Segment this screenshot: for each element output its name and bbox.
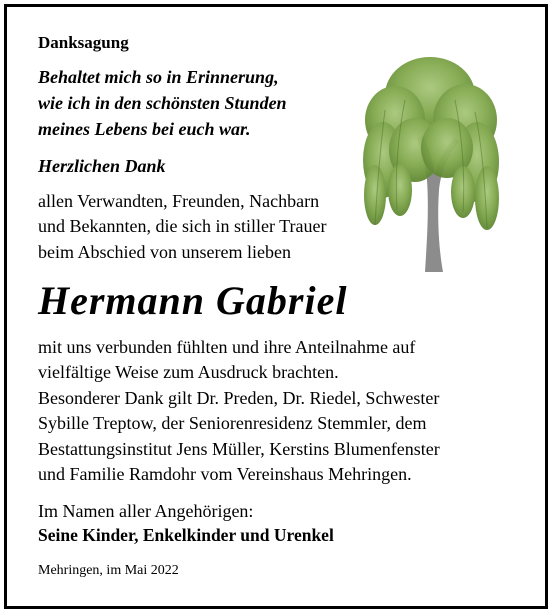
notice-heading: Danksagung <box>38 33 129 52</box>
place-date: Mehringen, im Mai 2022 <box>38 563 179 578</box>
thanks-heading: Herzlichen Dank <box>38 156 166 176</box>
weeping-willow-icon <box>355 50 505 280</box>
signature: Seine Kinder, Enkelkinder und Urenkel <box>38 525 334 545</box>
body-line: vielfältige Weise zum Ausdruck brachten. <box>38 362 339 382</box>
body-line: Bestattungsinstitut Jens Müller, Kerstins Blumenfenster <box>38 439 440 459</box>
body-line: Sybille Treptow, der Seniorenresidenz Stemmler, dem <box>38 413 427 433</box>
on-behalf-text: Im Namen aller Angehörigen: <box>38 501 254 521</box>
intro-line: allen Verwandten, Freunden, Nachbarn <box>38 191 320 211</box>
intro-line: beim Abschied von unserem lieben <box>38 242 291 262</box>
body-line: und Familie Ramdohr vom Vereinshaus Mehringen. <box>38 464 412 484</box>
verse-line: Behaltet mich so in Erinnerung, <box>38 67 279 87</box>
verse-line: meines Lebens bei euch war. <box>38 119 251 139</box>
body-line: mit uns verbunden fühlten und ihre Anteilnahme auf <box>38 337 416 357</box>
intro-line: und Bekannten, die sich in stiller Trauer <box>38 216 327 236</box>
body-line: Besonderer Dank gilt Dr. Preden, Dr. Riedel, Schwester <box>38 388 440 408</box>
deceased-name: Hermann Gabriel <box>38 278 348 323</box>
verse-line: wie ich in den schönsten Stunden <box>38 93 287 113</box>
